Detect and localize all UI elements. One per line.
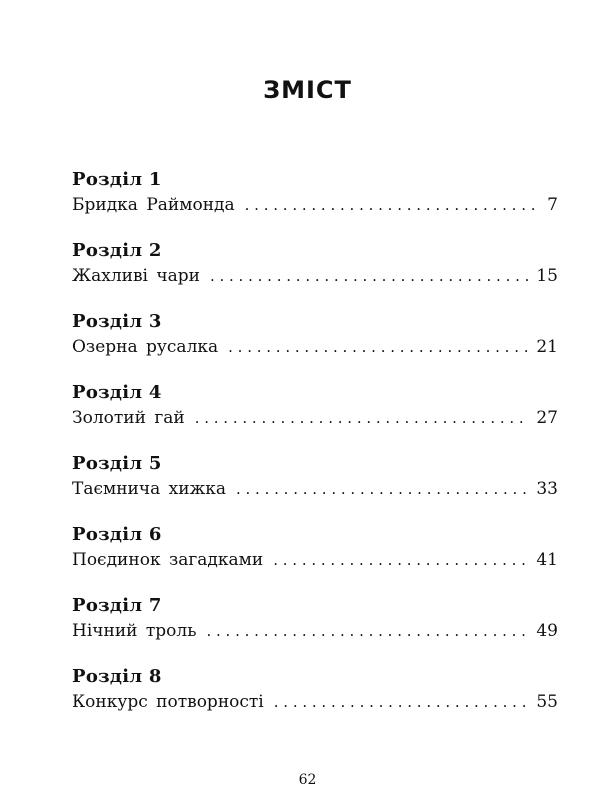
toc-entry-7: [72, 595, 558, 666]
toc-entry-1: [72, 169, 558, 240]
chapter-line: [72, 549, 558, 571]
page-title: ЗМІСТ: [263, 76, 352, 104]
dot-leader: [245, 194, 542, 216]
chapter-line: [72, 407, 558, 429]
chapter-heading: Розділ 2: [72, 240, 162, 261]
chapter-title: Нічний троль: [72, 621, 197, 641]
chapter-heading: Розділ 6: [72, 524, 162, 545]
page-number: 21: [536, 337, 558, 357]
chapter-line: [72, 265, 558, 287]
chapter-heading: Розділ 4: [72, 382, 162, 403]
page-number: 41: [536, 550, 558, 570]
toc-entry-3: [72, 311, 558, 382]
dot-leader: [228, 336, 530, 358]
chapter-title: Конкурс потворності: [72, 692, 264, 712]
page-number: 55: [536, 692, 558, 712]
page-number: 49: [536, 621, 558, 641]
chapter-line: [72, 691, 558, 713]
chapter-line: [72, 336, 558, 358]
chapter-heading: Розділ 7: [72, 595, 162, 616]
toc-entry-2: [72, 240, 558, 311]
dot-leader: [236, 478, 530, 500]
folio-page-number: 62: [298, 772, 317, 788]
chapter-title: Жахливі чари: [72, 266, 200, 286]
page-number: 27: [536, 408, 558, 428]
chapter-title: Поєдинок загадками: [72, 550, 264, 570]
chapter-heading: Розділ 8: [72, 666, 162, 687]
chapter-line: [72, 194, 558, 216]
chapter-line: [72, 478, 558, 500]
page-number: 33: [536, 479, 558, 499]
chapter-title: Таємнича хижка: [72, 479, 226, 499]
toc-entry-8: [72, 666, 558, 737]
toc-entry-4: [72, 382, 558, 453]
page-number: 7: [547, 195, 558, 215]
dot-leader: [274, 691, 531, 713]
dot-leader: [273, 549, 530, 571]
chapter-heading: Розділ 5: [72, 453, 162, 474]
chapter-heading: Розділ 3: [72, 311, 162, 332]
chapter-title: Золотий гай: [72, 408, 185, 428]
dot-leader: [206, 620, 530, 642]
toc-entry-6: [72, 524, 558, 595]
chapter-heading: Розділ 1: [72, 169, 162, 190]
chapter-title: Бридка Раймонда: [72, 195, 235, 215]
dot-leader: [210, 265, 530, 287]
dot-leader: [195, 407, 531, 429]
toc-entry-5: [72, 453, 558, 524]
page-number: 15: [536, 266, 558, 286]
chapter-line: [72, 620, 558, 642]
chapter-title: Озерна русалка: [72, 337, 219, 357]
table-of-contents: [72, 169, 558, 737]
